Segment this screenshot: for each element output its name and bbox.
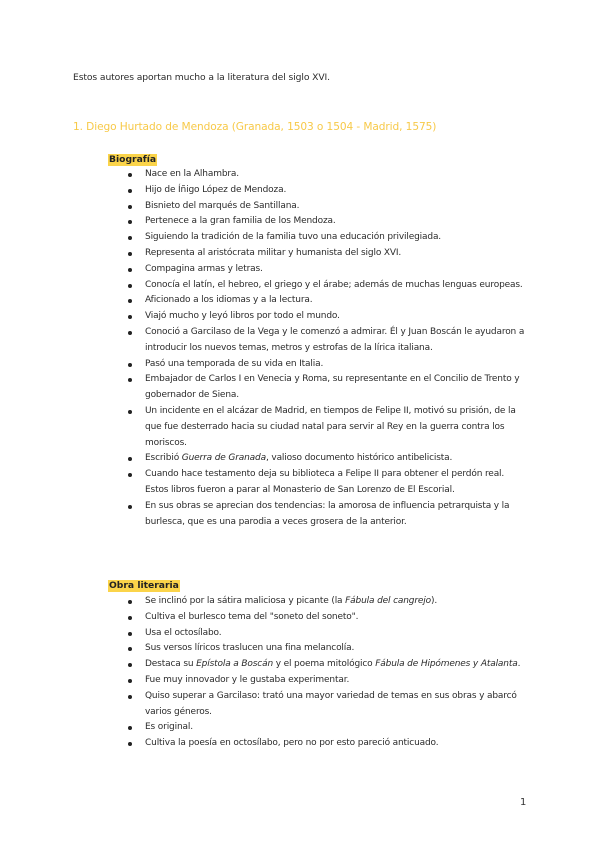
list-item [110,199,530,215]
item-text: Viajó mucho y leyó libros por todo el mundo. [145,311,340,322]
item-text: Embajador de Carlos I en Venecia y Roma, su representante en el Concilio de Trento y gobernador de Siena. [145,374,520,401]
item-text: En sus obras se aprecian dos tendencias: la amorosa de influencia petrarquista y la burlesca, que es una parodia a veces grosera de la anterior. [145,500,510,527]
list-item [110,467,530,499]
item-text: . [517,659,521,670]
item-text: Quiso superar a Garcilaso: trató una mayor variedad de temas en sus obras y abarcó varios géneros. [145,690,517,717]
item-text: Sus versos líricos traslucen una fina melancolía. [145,643,355,654]
list-item [110,325,530,357]
italic-title: Guerra de Granada [181,453,266,464]
item-text: Pertenece a la gran familia de los Mendoza. [145,216,336,227]
list-item [110,183,530,199]
list-item [110,246,530,262]
italic-title: Epístola a Boscán [196,659,274,670]
item-text: Es original. [145,722,193,733]
list-item [110,626,530,642]
page-number: 1 [520,797,527,808]
item-text: , valioso documento histórico antibelicista. [265,453,453,464]
list-item [110,309,530,325]
italic-title: Fábula del cangrejo [345,596,432,606]
item-text: Compagina armas y letras. [145,263,263,274]
list-item [110,594,530,610]
italic-title: Fábula de Hipómenes y Atalanta [375,659,518,670]
list-item [110,278,530,294]
list-item [110,357,530,373]
item-text: Usa el octosílabo. [145,627,222,638]
list-item [110,262,530,278]
item-text: Pasó una temporada de su vida en Italia. [145,358,324,369]
list-item [110,720,530,736]
biografia-label: Biografía [109,154,157,165]
item-text: Cultiva el burlesco tema del "soneto del soneto". [145,611,359,622]
obra-literaria-label: Obra literaria [109,580,179,591]
list-item [110,689,530,721]
list-item [110,610,530,626]
intro-paragraph: Estos autores aportan mucho a la literatura del siglo XVI. [73,72,330,83]
item-text: Conocía el latín, el hebreo, el griego y el árabe; además de muchas lenguas europeas. [145,279,523,290]
item-text: Nace en la Alhambra. [145,169,240,179]
item-text: y el poema mitológico [273,659,376,670]
item-text: Cuando hace testamento deja su biblioteca a Felipe II para obtener el perdón real. Estos libros fueron a parar al Monasterio de San Lorenzo de El Escorial. [145,469,505,495]
item-text: Representa al aristócrata militar y humanista del siglo XVI. [145,247,402,258]
list-item [110,451,530,467]
item-text: Escribió [145,453,182,464]
item-text: Se inclinó por la sátira maliciosa y picante (la [145,596,346,606]
item-text: Aficionado a los idiomas y a la lectura. [145,295,313,306]
list-item [110,736,530,752]
section-heading: 1. Diego Hurtado de Mendoza (Granada, 1503 o 1504 - Madrid, 1575) [73,121,437,133]
list-item [110,657,530,673]
list-item [110,293,530,309]
biografia-list [110,167,530,530]
list-item [110,167,530,183]
item-text: Hijo de Íñigo López de Mendoza. [145,184,287,195]
list-item [110,372,530,404]
item-text: Bisnieto del marqués de Santillana. [145,200,300,211]
item-text: Destaca su [145,659,197,670]
item-text: Siguiendo la tradición de la familia tuvo una educación privilegiada. [145,232,442,243]
item-text: Cultiva la poesía en octosílabo, pero no por esto pareció anticuado. [145,738,439,749]
list-item [110,404,530,451]
obra-literaria-list [110,594,530,752]
item-text: Un incidente en el alcázar de Madrid, en tiempos de Felipe II, motivó su prisión, de la que fue desterrado hacia su ciudad natal para servir al Rey en la guerra contra los moriscos. [145,405,516,448]
item-text: Fue muy innovador y le gustaba experimentar. [145,674,350,685]
item-text: ). [431,596,438,606]
item-text: Conoció a Garcilaso de la Vega y le comenzó a admirar. Él y Juan Boscán le ayudaron a introducir los nuevos temas, metros y estrofas de la lírica italiana. [145,326,525,353]
list-item [110,499,530,531]
list-item [110,214,530,230]
list-item [110,673,530,689]
list-item [110,230,530,246]
list-item [110,641,530,657]
